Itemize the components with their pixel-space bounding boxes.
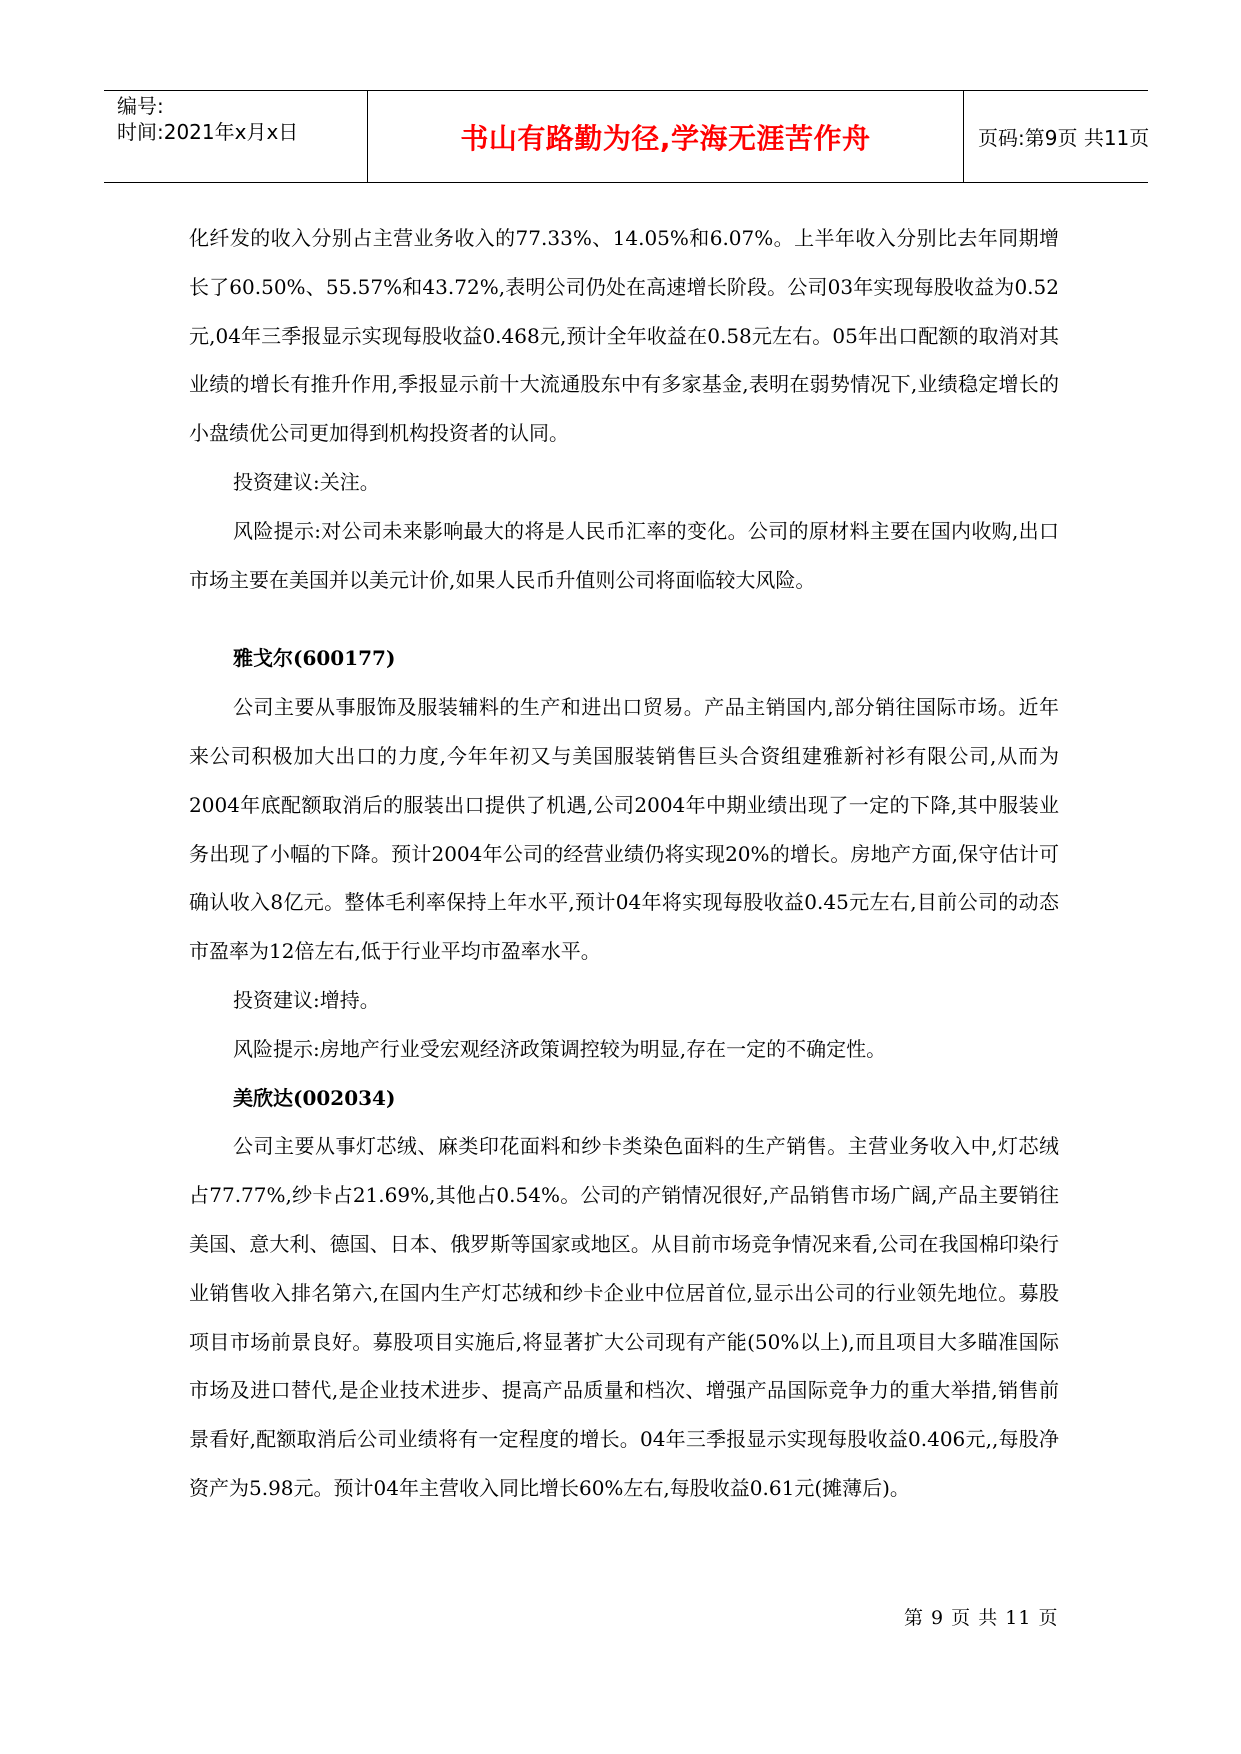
time-label: 时间:2021年x月x日 xyxy=(117,120,299,144)
page-header xyxy=(104,90,1148,183)
company-paragraph-yagor: 公司主要从事服饰及服装辅料的生产和进出口贸易。产品主销国内,部分销往国际市场。近年来公司积极加大出口的力度,今年年初又与美国服装销售巨头合资组建雅新衬衫有限公司,从而为2004年底配额取消后的服装出口提供了机遇,公司2004年中期业绩出现了一定的下降,其中服装业务出现了小幅的下降。预计2004年公司的经营业绩仍将实现20%的增长。房地产方面,保守估计可确认收入8亿元。整体毛利率保持上年水平,预计04年将实现每股收益0.45元左右,目前公司的动态市盈率为12倍左右,低于行业平均市盈率水平。 xyxy=(189,695,1059,964)
company-risk-yagor: 风险提示:房地产行业受宏观经济政策调控较为明显,存在一定的不确定性。 xyxy=(233,1036,887,1061)
intro-paragraph: 化纤发的收入分别占主营业务收入的77.33%、14.05%和6.07%。上半年收入分别比去年同期增长了60.50%、55.57%和43.72%,表明公司仍处在高速增长阶段。公司03年实现每股收益为0.52元,04年三季报显示实现每股收益0.468元,预计全年收益在0.58元左右。05年出口配额的取消对其业绩的增长有推升作用,季报显示前十大流通股东中有多家基金,表明在弱势情况下,业绩稳定增长的小盘绩优公司更加得到机构投资者的认同。 xyxy=(189,226,1059,446)
company-title-meixinda: 美欣达(002034) xyxy=(233,1085,396,1110)
header-motto: 书山有路勤为径,学海无涯苦作舟 xyxy=(368,91,964,182)
document-body xyxy=(189,214,1059,1513)
header-page-code: 页码:第9页 共11页 xyxy=(978,126,1150,150)
serial-label: 编号: xyxy=(117,94,164,118)
section-spacer xyxy=(189,604,1059,634)
company-paragraph-meixinda: 公司主要从事灯芯绒、麻类印花面料和纱卡类染色面料的生产销售。主营业务收入中,灯芯绒占77.77%,纱卡占21.69%,其他占0.54%。公司的产销情况很好,产品销售市场广阔,产品主要销往美国、意大利、德国、日本、俄罗斯等国家或地区。从目前市场竞争情况来看,公司在我国棉印染行业销售收入排名第六,在国内生产灯芯绒和纱卡企业中位居首位,显示出公司的行业领先地位。募股项目市场前景良好。募股项目实施后,将显著扩大公司现有产能(50%以上),而且项目大多瞄准国际市场及进口替代,是企业技术进步、提高产品质量和档次、增强产品国际竞争力的重大举措,销售前景看好,配额取消后公司业绩将有一定程度的增长。04年三季报显示实现每股收益0.406元,,每股净资产为5.98元。预计04年主营收入同比增长60%左右,每股收益0.61元(摊薄后)。 xyxy=(189,1134,1059,1500)
company-title-yagor: 雅戈尔(600177) xyxy=(233,646,396,671)
intro-advice: 投资建议:关注。 xyxy=(233,469,380,494)
intro-risk: 风险提示:对公司未来影响最大的将是人民币汇率的变化。公司的原材料主要在国内收购,出口市场主要在美国并以美元计价,如果人民币升值则公司将面临较大风险。 xyxy=(189,518,1059,592)
header-meta xyxy=(104,91,368,182)
page-footer-number: 第 9 页 共 11 页 xyxy=(904,1607,1059,1629)
company-advice-yagor: 投资建议:增持。 xyxy=(233,987,380,1012)
